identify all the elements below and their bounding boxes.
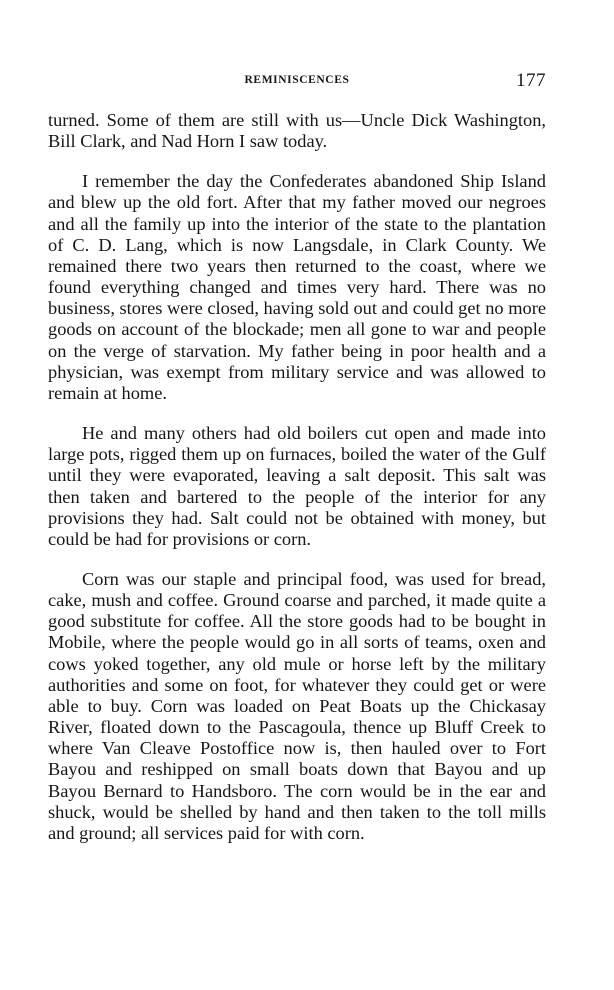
running-head: REMINISCENCES bbox=[244, 74, 350, 86]
paragraph-confederates: I remember the day the Confederates abandoned Ship Island and blew up the old fort. After that my father moved our negroes and all the family up into the interior of the state to the plantation of C. D. Lang, which is now Langsdale, in Clark County. We remained there two years then returned to the coast, where we found everything changed and times very hard. There was no business, stores were closed, having sold out and could get no more goods on account of the blockade; men all gone to war and people on the verge of starvation. My father being in poor health and a physician, was exempt from military service and was allowed to remain at home. bbox=[48, 171, 546, 403]
body-text bbox=[48, 110, 546, 863]
paragraph-corn: Corn was our staple and principal food, was used for bread, cake, mush and coffee. Ground coarse and parched, it made quite a good substitute for coffee. All the store goods had to be bought in Mobile, where the people would go in all sorts of teams, oxen and cows yoked together, any old mule or horse left by the military authorities and some on foot, for whatever they could get or were able to buy. Corn was loaded on Peat Boats up the Chickasay River, floated down to the Pascagoula, thence up Bluff Creek to where Van Cleave Postoffice now is, then hauled over to Fort Bayou and reshipped on small boats down that Bayou and up Bayou Bernard to Handsboro. The corn would be in the ear and shuck, would be shelled by hand and then taken to the toll mills and ground; all services paid for with corn. bbox=[48, 568, 546, 843]
paragraph-salt: He and many others had old boilers cut open and made into large pots, rigged them up on furnaces, boiled the water of the Gulf until they were evaporated, leaving a salt deposit. This salt was then taken and bartered to the people of the interior for any provisions they had. Salt could not be obtained with money, but could be had for provisions or corn. bbox=[48, 423, 546, 549]
page-header bbox=[48, 70, 546, 100]
page-number: 177 bbox=[516, 70, 546, 91]
paragraph-continued: turned. Some of them are still with us—Uncle Dick Washington, Bill Clark, and Nad Horn I saw today. bbox=[48, 110, 546, 152]
